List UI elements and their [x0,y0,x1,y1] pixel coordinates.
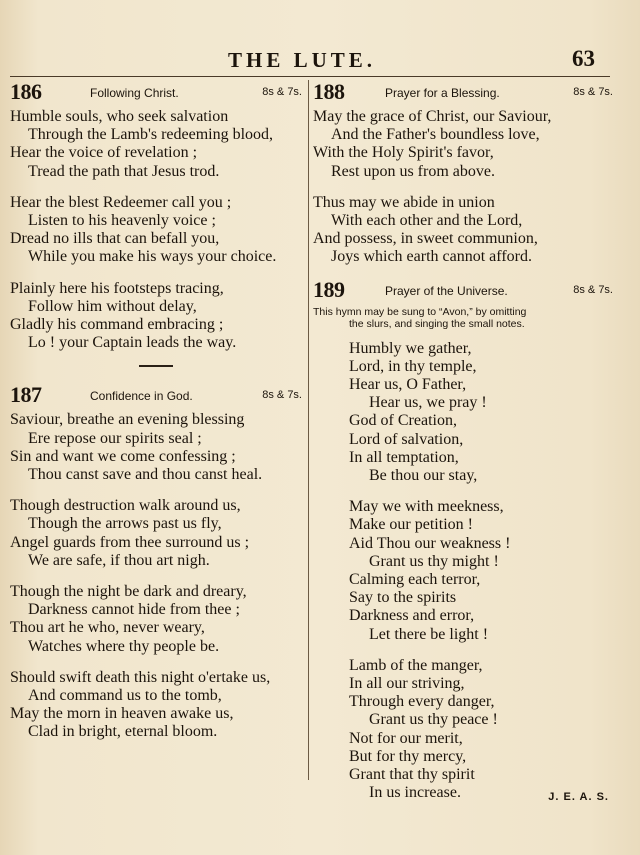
right-column [313,79,613,816]
hymn-189 [313,276,613,803]
verse-line: Let there be light ! [369,625,489,643]
hymn-number: 189 [313,276,345,302]
stanza [10,497,302,570]
verse-line: Hear the voice of revelation ; [10,144,198,162]
verse-line: Calming each terror, [349,571,481,589]
hymn-meter: 8s & 7s. [262,86,302,98]
verse-line: Rest upon us from above. [331,162,495,180]
verse-line: Humbly we gather, [349,339,472,357]
verse-line: And command us to the tomb, [28,687,222,705]
verse-line: Lo ! your Captain leads the way. [28,334,237,352]
note-line: the slurs, and singing the small notes. [349,317,525,330]
hymn-187 [10,382,302,741]
verse-line: In us increase. [369,784,461,802]
verse-line: Hear us, O Father, [349,376,467,394]
verse-line: Grant us thy peace ! [369,711,498,729]
verse-line: Joys which earth cannot afford. [331,248,532,266]
left-column [10,79,302,755]
verse-line: Through the Lamb's redeeming blood, [28,126,274,144]
stanza [10,194,302,267]
verse-line: May the morn in heaven awake us, [10,705,234,723]
hymn-number: 187 [10,382,42,408]
verse-line: Lord, in thy temple, [349,357,477,375]
verse-line: Thou art he who, never weary, [10,619,205,637]
verse-line: Though destruction walk around us, [10,497,241,515]
verse-line: Hear us, we pray ! [369,394,487,412]
verse-line: Should swift death this night o'ertake us, [10,668,271,686]
verse-line: Not for our merit, [349,729,463,747]
author-initials: J. E. A. S. [548,790,609,803]
verse-line: Grant that thy spirit [349,766,475,784]
hymn-meter: 8s & 7s. [262,389,302,402]
stanza [313,498,613,644]
verse-line: Watches where thy people be. [28,637,220,655]
stanza [313,657,613,803]
verse-line: Through every danger, [349,693,495,711]
stanza [313,194,613,267]
hymn-title: Following Christ. [90,86,179,100]
verse-line: Saviour, breathe an evening blessing [10,411,245,429]
verse-line: In all temptation, [349,448,459,466]
verse-line: While you make his ways your choice. [28,248,277,266]
note-line: This hymn may be sung to “Avon,” by omitting [313,305,527,318]
verse-line: Dread no ills that can befall you, [10,230,220,248]
verse-line: With each other and the Lord, [331,212,523,230]
stanza [10,280,302,353]
stanza [10,108,302,181]
verse-line: Listen to his heavenly voice ; [28,212,216,230]
verse-line: In all our striving, [349,675,465,693]
verse-line: Tread the path that Jesus trod. [28,162,220,180]
verse-line: Humble souls, who seek salvation [10,108,229,125]
verse-line: Make our petition ! [349,516,473,534]
stanza [10,669,302,742]
verse-line: Thou canst save and thou canst heal. [28,466,263,484]
verse-line: We are safe, if thou art nigh. [28,551,210,569]
hymn-number: 186 [10,79,42,104]
verse-line: Clad in bright, eternal bloom. [28,723,218,741]
hymn-title: Prayer of the Universe. [385,283,508,298]
verse-line: Plainly here his footsteps tracing, [10,279,224,297]
verse-line: Angel guards from thee surround us ; [10,533,250,551]
verse-line: Darkness cannot hide from thee ; [28,601,240,619]
stanza [10,411,302,484]
hymn-188 [313,79,613,267]
verse-line: Lamb of the manger, [349,656,483,674]
stanza [313,108,613,181]
stanza [313,340,613,486]
verse-line: May we with meekness, [349,498,504,516]
verse-line: And the Father's boundless love, [331,126,540,144]
hymn-meter: 8s & 7s. [573,283,613,296]
hymn-heading [10,382,302,409]
hymn-separator [139,365,173,367]
verse-line: May the grace of Christ, our Saviour, [313,108,552,125]
verse-line: Hear the blest Redeemer call you ; [10,193,232,211]
column-divider [308,80,309,780]
verse-line: Gladly his command embracing ; [10,316,224,334]
verse-line: Though the night be dark and dreary, [10,583,247,601]
page-header [0,44,640,78]
performance-note [313,306,613,330]
verse-line: Follow him without delay, [28,297,197,315]
verse-line: Aid Thou our weakness ! [349,534,511,552]
hymn-number: 188 [313,79,345,104]
verse-line: Darkness and error, [349,607,475,625]
verse-line: With the Holy Spirit's favor, [313,144,494,162]
verse-line: Grant us thy might ! [369,552,499,570]
verse-line: Say to the spirits [349,589,457,607]
verse-line: But for thy mercy, [349,747,467,765]
verse-line: And possess, in sweet communion, [313,230,538,248]
hymn-186 [10,79,302,352]
running-title: THE LUTE. [228,48,377,72]
hymn-meter: 8s & 7s. [573,86,613,98]
verse-line: Though the arrows past us fly, [28,515,222,533]
page-number: 63 [572,46,595,71]
verse-line: Sin and want we come confessing ; [10,447,236,465]
verse-line: Lord of salvation, [349,430,464,448]
hymn-heading [10,79,302,106]
verse-line: Be thou our stay, [369,467,478,485]
verse-line: God of Creation, [349,412,457,430]
verse-line: Thus may we abide in union [313,193,495,211]
hymn-title: Confidence in God. [90,389,193,404]
hymn-heading [313,79,613,106]
hymn-title: Prayer for a Blessing. [385,86,500,100]
header-rule [10,76,610,77]
hymn-heading [313,276,613,304]
stanza [10,583,302,656]
verse-line: Ere repose our spirits seal ; [28,429,202,447]
